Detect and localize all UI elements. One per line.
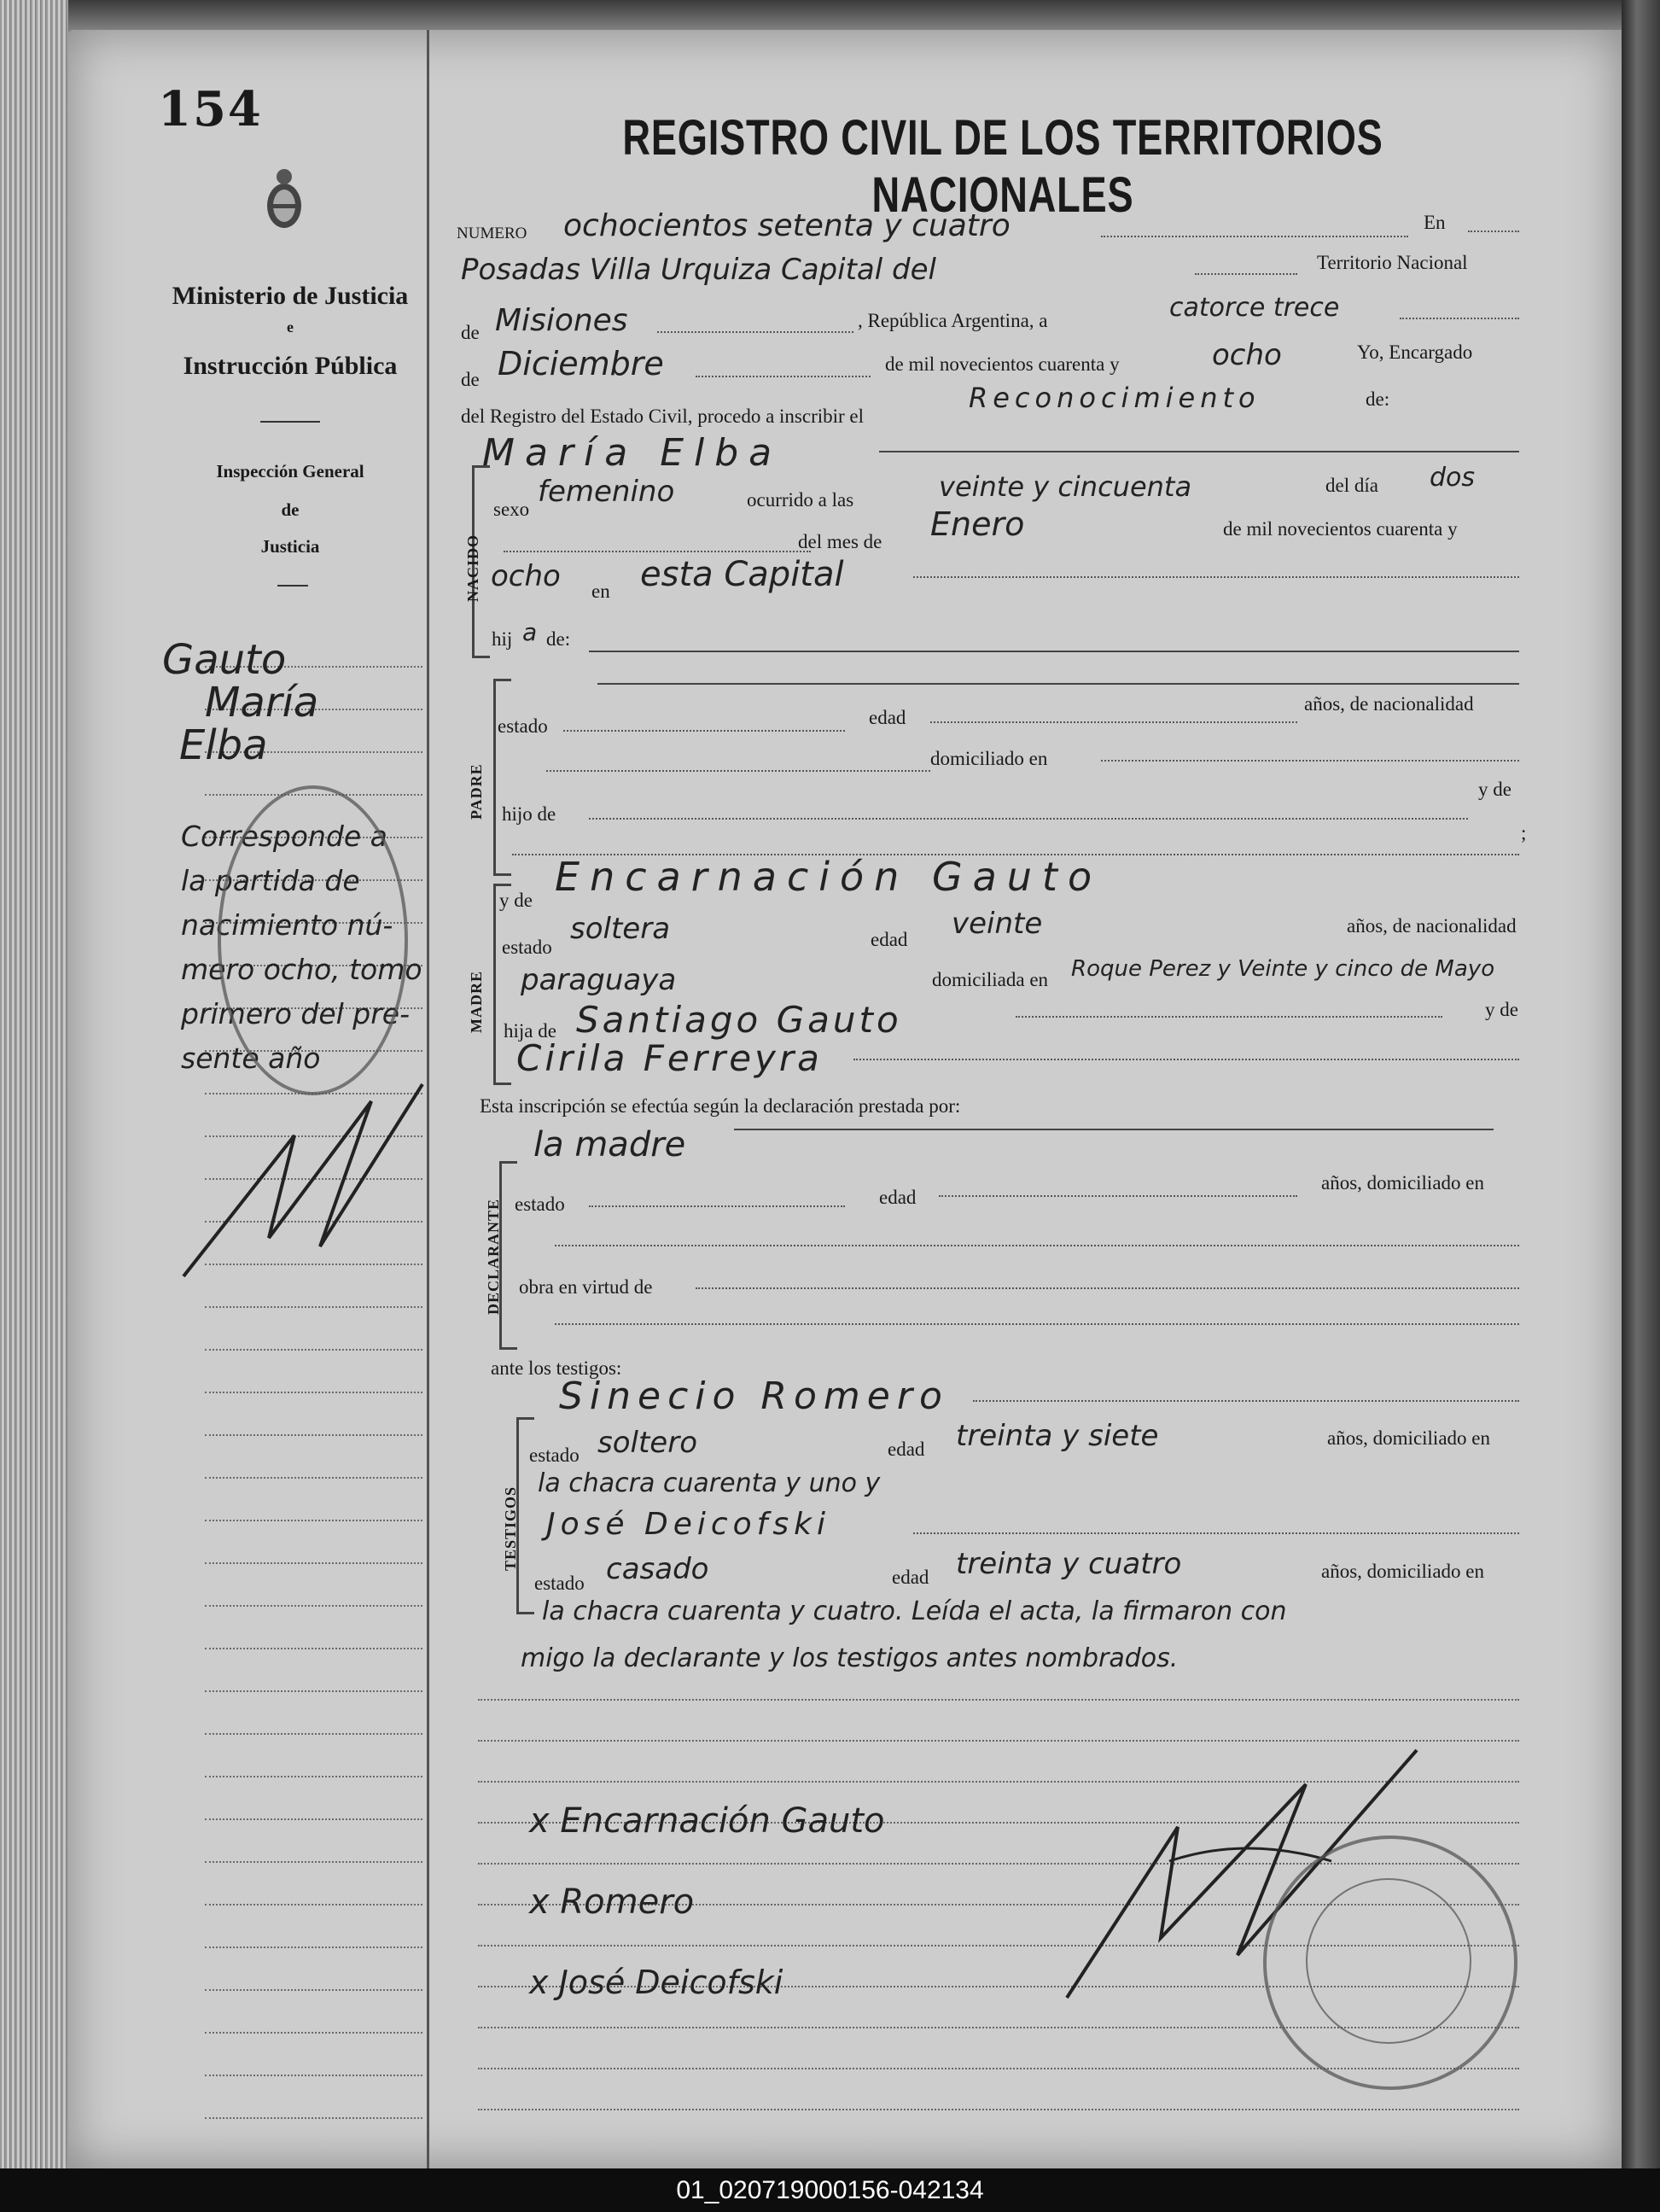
image-id-footer: 01_020719000156-042134: [0, 2168, 1660, 2212]
dots: [1101, 760, 1519, 762]
t1-estado: soltero: [597, 1426, 697, 1460]
hijo-suffix: a: [522, 618, 538, 646]
margin-rule: [205, 1648, 422, 1649]
encargado-label: Yo, Encargado: [1357, 341, 1473, 363]
semicolon: ;: [1521, 822, 1527, 843]
dots: [913, 576, 1519, 578]
margin-rule: [205, 2075, 422, 2076]
margin-rule: [205, 1861, 422, 1863]
margin-rule: [205, 1477, 422, 1479]
dots: [1400, 318, 1519, 319]
margin-rule: [205, 1605, 422, 1607]
madre-estado-label: estado: [502, 937, 552, 958]
dots: [1101, 236, 1408, 237]
madre-bracket: [493, 884, 511, 1085]
numero-value: ochocientos setenta y cuatro: [563, 208, 1011, 243]
t1-dom-label: años, domiciliado en: [1327, 1427, 1490, 1449]
del-dia-label: del día: [1325, 475, 1378, 496]
document-title: REGISTRO CIVIL DE LOS TERRITORIOS NACIONALES: [622, 110, 1383, 223]
sexo-label: sexo: [493, 499, 530, 520]
t2-dom: la chacra cuarenta y cuatro. Leída el acta, la firmaron con: [542, 1596, 1287, 1626]
margin-rule: [205, 2117, 422, 2119]
margin-rule: [205, 1818, 422, 1820]
margin-firstname: María: [205, 679, 319, 727]
margin-rule: [205, 1306, 422, 1308]
t2-edad: treinta y cuatro: [956, 1547, 1182, 1581]
month-value: Diciembre: [498, 345, 664, 382]
ocurrido-label: ocurrido a las: [747, 489, 854, 511]
hijo-label: hij: [492, 628, 513, 650]
madre-domicilio: Roque Perez y Veinte y cinco de Mayo: [1071, 956, 1495, 982]
year-value: ocho: [1212, 338, 1282, 372]
en-label: En: [1424, 212, 1446, 233]
inspection-line-1: Inspección General: [216, 461, 364, 482]
madre-estado: soltera: [570, 912, 671, 946]
margin-rule: [205, 2032, 422, 2034]
dots: [563, 730, 845, 732]
margin-annotation-5: primero del pre-: [181, 997, 411, 1030]
madre-y-de-label-2: y de: [1485, 999, 1518, 1020]
registro-label: del Registro del Estado Civil, procedo a inscribir el: [461, 406, 865, 427]
testigos-label: TESTIGOS: [502, 1485, 519, 1571]
dots: [1195, 273, 1297, 275]
territorio-value: Misiones: [495, 303, 628, 338]
hija-de-label: hija de: [504, 1020, 556, 1042]
underline: [734, 1129, 1494, 1130]
de-label-1: de: [461, 322, 480, 343]
madre-madre: Cirila Ferreyra: [516, 1037, 823, 1079]
ministry-line-2: e: [287, 318, 294, 336]
obra-label: obra en virtud de: [519, 1276, 653, 1298]
dots: [930, 721, 1297, 723]
margin-rule: [205, 1434, 422, 1436]
madre-label: MADRE: [468, 971, 485, 1033]
dots: [973, 1400, 1519, 1402]
sexo-value: femenino: [538, 475, 675, 509]
signature-2: x Romero: [529, 1882, 695, 1922]
padre-bracket: [493, 679, 511, 876]
main-rule: [478, 1699, 1519, 1701]
inspection-line-3: Justicia: [260, 536, 320, 557]
padre-hijo-de-label: hijo de: [502, 803, 556, 825]
birth-month-value: Enero: [930, 505, 1025, 543]
madre-y-de-label: y de: [499, 890, 533, 911]
dots: [546, 770, 930, 772]
padre-label: PADRE: [468, 763, 485, 820]
dots: [504, 551, 811, 552]
ministry-line-1: Ministerio de Justicia: [172, 282, 409, 310]
signature-3: x José Deicofski: [529, 1964, 783, 2001]
padre-estado-label: estado: [498, 715, 548, 737]
inspection-line-2: de: [281, 499, 300, 520]
del-mes-label: del mes de: [798, 531, 882, 552]
margin-rule: [205, 1904, 422, 1906]
underline: [589, 651, 1519, 652]
book-top-edge: [68, 0, 1622, 34]
underline: [597, 683, 1519, 685]
birth-year-label: de mil novecientos cuarenta y: [1223, 518, 1458, 540]
dots: [939, 1195, 1297, 1197]
margin-rule: [205, 1733, 422, 1735]
ministry-line-3: Instrucción Pública: [183, 352, 398, 380]
margin-annotation-6: sente año: [181, 1042, 321, 1075]
t2-edad-label: edad: [892, 1567, 929, 1588]
padre-dom-label: domiciliado en: [930, 748, 1048, 769]
place-value: Posadas Villa Urquiza Capital del: [461, 253, 936, 287]
margin-rule: [205, 1776, 422, 1777]
dots: [696, 1287, 1519, 1289]
padre-y-de-label: y de: [1478, 779, 1511, 800]
testigo-2-name: José Deicofski: [546, 1507, 830, 1542]
t1-estado-label: estado: [529, 1445, 580, 1466]
ministry-divider: [260, 421, 320, 423]
margin-stamp: [218, 785, 408, 1095]
margin-annotation-1: Corresponde a: [181, 820, 387, 853]
madre-edad: veinte: [952, 907, 1043, 941]
declarante-label: DECLARANTE: [485, 1198, 502, 1315]
hijo-de-label: de:: [546, 628, 571, 650]
numero-label: NUMERO: [457, 225, 527, 242]
dots: [696, 376, 871, 377]
dots: [555, 1245, 1519, 1246]
testigo-1-name: Sinecio Romero: [559, 1374, 949, 1418]
margin-annotation-2: la partida de: [181, 864, 360, 897]
margin-rule: [205, 1392, 422, 1393]
margin-rule: [205, 1349, 422, 1351]
padre-edad-label: edad: [869, 707, 906, 728]
margin-rule: [205, 1690, 422, 1692]
declarante-value: la madre: [533, 1125, 686, 1164]
margin-rule: [205, 1562, 422, 1564]
margin-signature: [175, 1067, 431, 1289]
t1-edad: treinta y siete: [956, 1419, 1159, 1453]
madre-nac: paraguaya: [521, 963, 677, 997]
closing-text: migo la declarante y los testigos antes nombrados.: [521, 1643, 1179, 1673]
margin-annotation-4: mero ocho, tomo: [181, 953, 422, 986]
t2-estado-label: estado: [534, 1573, 585, 1594]
margin-rule: [205, 1946, 422, 1948]
madre-edad-label: edad: [871, 929, 908, 950]
madre-name: Encarnación Gauto: [555, 854, 1103, 900]
madre-padre: Santiago Gauto: [576, 999, 902, 1041]
act-value: Reconocimiento: [969, 382, 1261, 414]
de-colon-label: de:: [1366, 388, 1390, 410]
coat-of-arms-icon: [260, 166, 308, 235]
birth-day-value: dos: [1430, 463, 1476, 493]
padre-nac-label: años, de nacionalidad: [1304, 693, 1474, 715]
inscripcion-label: Esta inscripción se efectúa según la declaración prestada por:: [480, 1095, 961, 1117]
person-name: María Elba: [482, 431, 783, 475]
nacido-label: NACIDO: [464, 534, 481, 602]
margin-middlename: Elba: [179, 721, 268, 769]
t2-estado: casado: [606, 1552, 709, 1586]
domiciliada-label: domiciliada en: [932, 969, 1049, 990]
t1-edad-label: edad: [888, 1439, 925, 1460]
dots: [555, 1323, 1519, 1325]
en-label-2: en: [591, 581, 610, 602]
declarante-edad-label: edad: [879, 1187, 917, 1208]
republica-label: , República Argentina, a: [858, 310, 1048, 331]
year-label: de mil novecientos cuarenta y: [885, 353, 1120, 375]
margin-annotation-3: nacimiento nú-: [181, 908, 393, 942]
de-label-2: de: [461, 369, 480, 390]
t2-dom-label: años, domiciliado en: [1321, 1561, 1484, 1582]
margin-rule: [205, 1520, 422, 1521]
dots: [853, 1059, 1519, 1060]
testigos-intro: ante los testigos:: [491, 1357, 622, 1379]
dots: [589, 818, 1468, 820]
madre-nac-label: años, de nacionalidad: [1347, 915, 1517, 937]
underline: [879, 451, 1519, 452]
inspection-divider: [277, 585, 308, 587]
folio-number: 154: [158, 81, 263, 137]
birth-place-value: esta Capital: [640, 555, 844, 594]
dots: [1016, 1016, 1442, 1018]
book-right-edge: [1622, 0, 1660, 2168]
margin-surname: Gauto: [162, 636, 287, 684]
dots: [913, 1532, 1519, 1534]
dots: [589, 1205, 845, 1207]
declarante-estado-label: estado: [515, 1194, 565, 1215]
territorio-label: Territorio Nacional: [1317, 252, 1468, 273]
dots: [1468, 231, 1519, 232]
day-value: catorce trece: [1169, 293, 1340, 323]
declarante-dom-label: años, domiciliado en: [1321, 1172, 1484, 1194]
hour-value: veinte y cincuenta: [939, 470, 1192, 503]
signature-1: x Encarnación Gauto: [529, 1801, 885, 1841]
t1-dom: la chacra cuarenta y uno y: [538, 1468, 881, 1498]
birth-year-value: ocho: [491, 559, 561, 593]
dots: [657, 331, 853, 333]
margin-rule: [205, 1989, 422, 1991]
main-rule: [478, 2109, 1519, 2110]
registry-stamp-inner: [1306, 1878, 1471, 2044]
